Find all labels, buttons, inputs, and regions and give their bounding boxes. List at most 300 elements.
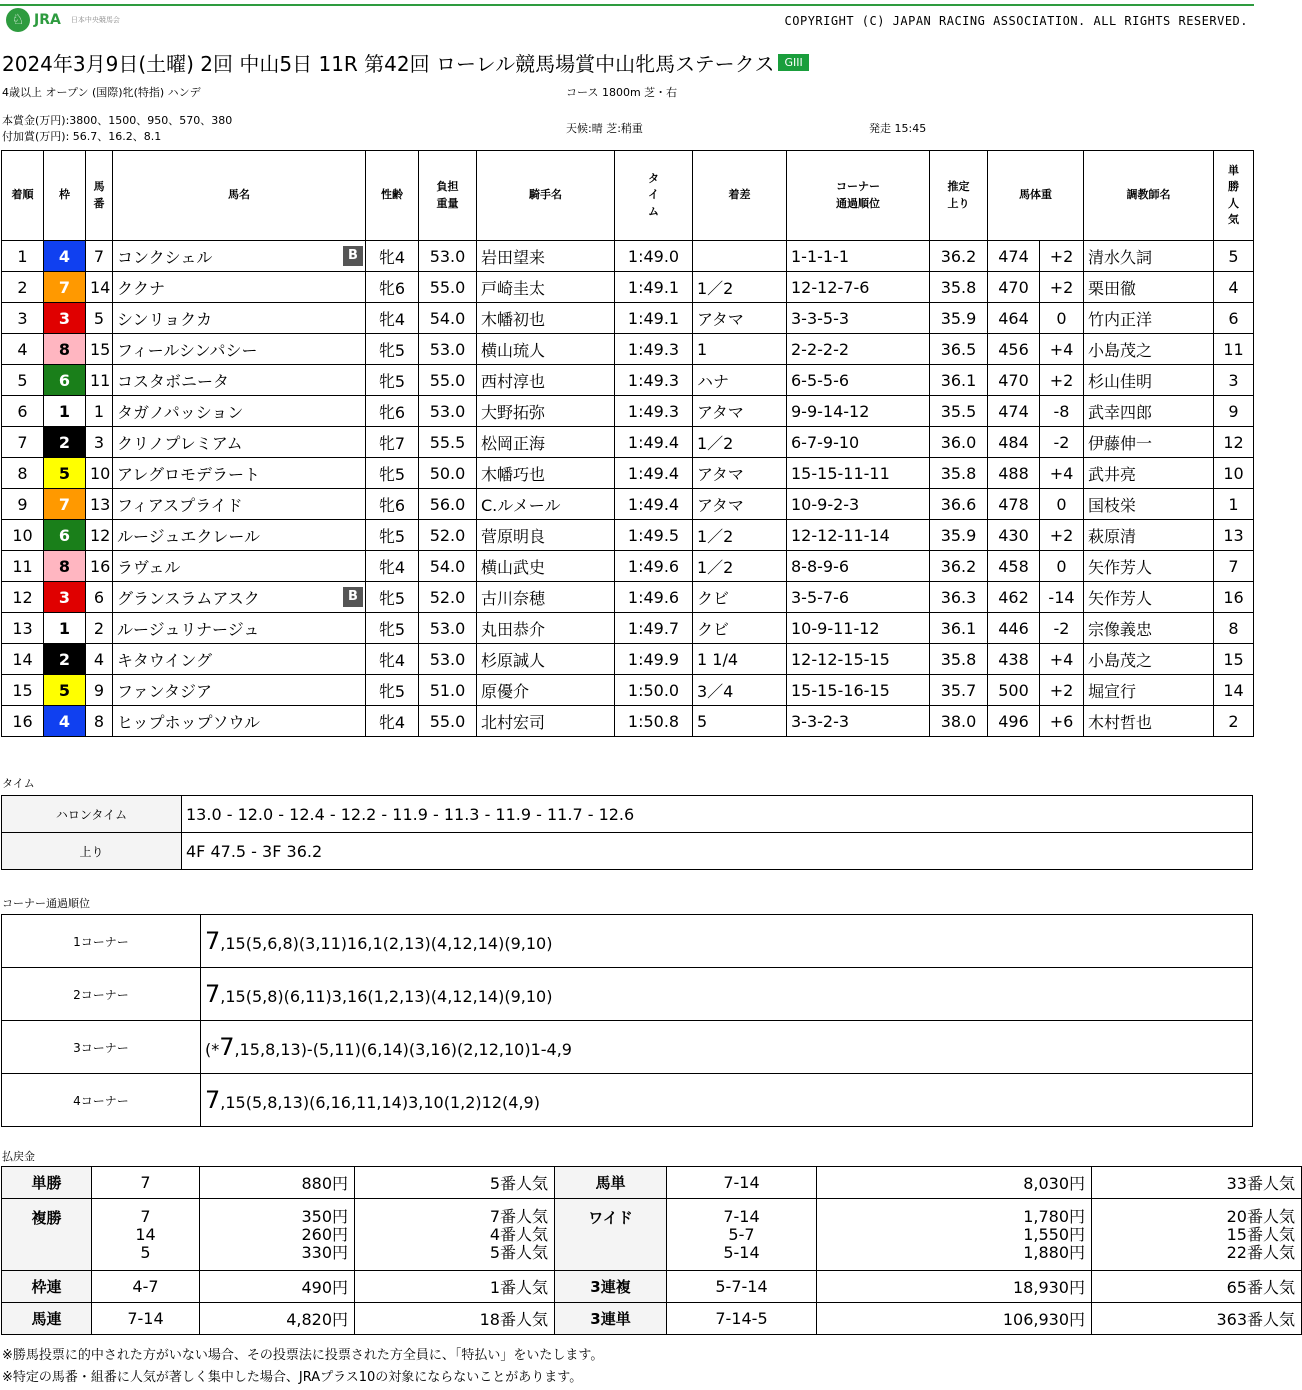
time-cell: 1:49.6 xyxy=(615,582,693,613)
umaren-pop: 18番人気 xyxy=(355,1303,555,1335)
trainer-cell xyxy=(1084,551,1214,582)
trainer-name-link[interactable]: 竹内正洋 xyxy=(1088,309,1153,329)
horse-name-link[interactable]: ククナ xyxy=(117,278,166,298)
umatan-pop: 33番人気 xyxy=(1092,1167,1302,1199)
corners-cell: 10-9-2-3 xyxy=(787,489,930,520)
trainer-cell xyxy=(1084,520,1214,551)
jockey-name-link[interactable]: 丸田恭介 xyxy=(481,619,546,639)
trainer-name-link[interactable]: 木村哲也 xyxy=(1088,712,1153,732)
trainer-name-link[interactable]: 武井亮 xyxy=(1088,464,1137,484)
weight-diff-cell: 0 xyxy=(1040,489,1084,520)
time-cell: 1:49.7 xyxy=(615,613,693,644)
time-cell: 1:49.4 xyxy=(615,427,693,458)
additional-prize: 付加賞(万円): 56.7、16.2、8.1 xyxy=(2,130,162,143)
horse-name-cell xyxy=(113,644,366,675)
jockey-name-link[interactable]: 岩田望来 xyxy=(481,247,546,267)
jockey-cell xyxy=(477,675,615,706)
horse-number-cell: 13 xyxy=(86,489,113,520)
jockey-name-link[interactable]: 木幡初也 xyxy=(481,309,546,329)
wakuren-pop: 1番人気 xyxy=(355,1271,555,1303)
trainer-name-link[interactable]: 堀宣行 xyxy=(1088,681,1137,701)
wide-amount-3: 1,880円 xyxy=(1023,1242,1085,1262)
table-row xyxy=(2,458,1254,489)
table-row xyxy=(2,365,1254,396)
rank-cell: 6 xyxy=(2,396,44,427)
weight-diff-cell: +2 xyxy=(1040,675,1084,706)
h-time-line-0: タ xyxy=(648,171,659,185)
h-last3f-line-1: 上り xyxy=(947,196,970,210)
margin-cell: ハナ xyxy=(693,365,787,396)
margin-cell: 1／2 xyxy=(693,427,787,458)
trainer-name-link[interactable]: 矢作芳人 xyxy=(1088,588,1153,608)
jockey-name-link[interactable]: 大野拓弥 xyxy=(481,402,546,422)
margin-cell: アタマ xyxy=(693,396,787,427)
col-bodyweight: 馬体重 xyxy=(988,151,1084,241)
corner-order-leader: 7 xyxy=(205,927,221,955)
table-row xyxy=(2,272,1254,303)
wakuren-combo: 4-7 xyxy=(92,1271,200,1303)
jockey-cell xyxy=(477,272,615,303)
sex-age-cell: 牝6 xyxy=(366,396,419,427)
times-section-title: タイム xyxy=(2,777,35,790)
weight-diff-cell: +2 xyxy=(1040,272,1084,303)
carried-weight-cell: 55.0 xyxy=(419,706,477,737)
popularity-cell: 3 xyxy=(1214,365,1254,396)
carried-weight-cell: 53.0 xyxy=(419,396,477,427)
weather-track: 天候:晴 芝:稍重 xyxy=(566,122,643,135)
jockey-cell xyxy=(477,613,615,644)
carried-weight-cell: 52.0 xyxy=(419,582,477,613)
corners-cell: 9-9-14-12 xyxy=(787,396,930,427)
weight-diff-cell: +2 xyxy=(1040,365,1084,396)
horse-name-link[interactable]: コンクシェル xyxy=(117,247,213,267)
time-cell: 1:49.3 xyxy=(615,365,693,396)
payout-row-2 xyxy=(2,1199,1302,1271)
table-row xyxy=(2,334,1254,365)
horse-name-cell xyxy=(113,675,366,706)
lap-label: ハロンタイム xyxy=(2,796,182,833)
jockey-name-link[interactable]: 横山武史 xyxy=(481,557,546,577)
table-row xyxy=(2,613,1254,644)
jockey-name-link[interactable]: 戸崎圭太 xyxy=(481,278,546,298)
jockey-name-link[interactable]: 横山琉人 xyxy=(481,340,546,360)
weight-diff-cell: +4 xyxy=(1040,458,1084,489)
horse-number-cell: 2 xyxy=(86,613,113,644)
carried-weight-cell: 53.0 xyxy=(419,241,477,272)
waku-cell: 5 xyxy=(44,458,86,489)
weight-diff-cell: +4 xyxy=(1040,334,1084,365)
horse-number-cell: 14 xyxy=(86,272,113,303)
table-row xyxy=(2,303,1254,334)
jockey-name-link[interactable]: 杉原誠人 xyxy=(481,650,546,670)
carried-weight-cell: 54.0 xyxy=(419,551,477,582)
h-num-line-1: 番 xyxy=(93,196,105,210)
sex-age-cell: 牝5 xyxy=(366,520,419,551)
sanrentan-pop: 363番人気 xyxy=(1092,1303,1302,1335)
umatan-label: 馬単 xyxy=(555,1167,667,1199)
wakuren-label: 枠連 xyxy=(2,1271,92,1303)
jockey-cell xyxy=(477,365,615,396)
col-last3f-label xyxy=(932,179,985,212)
body-weight-cell: 474 xyxy=(988,241,1040,272)
margin-cell: アタマ xyxy=(693,489,787,520)
fukusho-label: 複勝 xyxy=(2,1199,92,1271)
horse-number-cell: 5 xyxy=(86,303,113,334)
carried-weight-cell: 53.0 xyxy=(419,644,477,675)
wide-combos xyxy=(667,1199,817,1271)
table-row xyxy=(2,396,1254,427)
logo-text: JRA xyxy=(34,12,61,28)
top-rule xyxy=(0,4,1254,6)
sex-age-cell: 牝5 xyxy=(366,458,419,489)
weight-diff-cell: +4 xyxy=(1040,644,1084,675)
horse-number-cell: 8 xyxy=(86,706,113,737)
weight-diff-cell: 0 xyxy=(1040,551,1084,582)
time-cell: 1:50.8 xyxy=(615,706,693,737)
race-conditions: 4歳以上 オープン (国際)牝(特指) ハンデ xyxy=(2,86,201,99)
trainer-name-link[interactable]: 小島茂之 xyxy=(1088,340,1153,360)
trainer-name-link[interactable]: 国枝栄 xyxy=(1088,495,1137,515)
horse-name-link[interactable]: ルージュエクレール xyxy=(117,526,261,546)
agari-row xyxy=(2,833,1253,870)
horse-number-cell: 15 xyxy=(86,334,113,365)
time-cell: 1:49.3 xyxy=(615,334,693,365)
horse-name-link[interactable]: コスタボニータ xyxy=(117,371,230,391)
weight-diff-cell: -8 xyxy=(1040,396,1084,427)
corners-cell: 10-9-11-12 xyxy=(787,613,930,644)
rank-cell: 2 xyxy=(2,272,44,303)
tansho-amount: 880円 xyxy=(200,1167,355,1199)
wide-amount-1: 1,780円 xyxy=(1023,1206,1085,1226)
last3f-cell: 36.1 xyxy=(930,365,988,396)
col-num xyxy=(86,151,113,241)
body-weight-cell: 464 xyxy=(988,303,1040,334)
last3f-cell: 36.2 xyxy=(930,551,988,582)
body-weight-cell: 500 xyxy=(988,675,1040,706)
corner-order xyxy=(201,968,1253,1021)
payout-table xyxy=(1,1166,1302,1335)
payout-row-4 xyxy=(2,1303,1302,1335)
horse-name-cell xyxy=(113,458,366,489)
blinker-icon: B xyxy=(343,587,363,607)
horse-name-link[interactable]: シンリョクカ xyxy=(117,309,213,329)
table-row xyxy=(2,241,1254,272)
agari-label: 上り xyxy=(2,833,182,870)
popularity-cell: 1 xyxy=(1214,489,1254,520)
weight-diff-cell: 0 xyxy=(1040,303,1084,334)
horse-name-cell xyxy=(113,706,366,737)
margin-cell xyxy=(693,241,787,272)
jockey-name-link[interactable]: 西村淳也 xyxy=(481,371,546,391)
table-row xyxy=(2,706,1254,737)
note-2: ※特定の馬番・組番に人気が著しく集中した場合、JRAプラス10の対象にならないことがあります。 xyxy=(2,1370,583,1385)
horse-number-cell: 11 xyxy=(86,365,113,396)
jockey-name-link[interactable]: 木幡巧也 xyxy=(481,464,546,484)
horse-name-link[interactable]: キタウイング xyxy=(117,650,213,670)
popularity-cell: 10 xyxy=(1214,458,1254,489)
jockey-cell xyxy=(477,334,615,365)
corner-label: 4コーナー xyxy=(2,1074,201,1127)
waku-cell: 1 xyxy=(44,396,86,427)
jockey-name-link[interactable]: 松岡正海 xyxy=(481,433,546,453)
carried-weight-cell: 53.0 xyxy=(419,334,477,365)
trainer-cell xyxy=(1084,365,1214,396)
col-weight xyxy=(419,151,477,241)
carried-weight-cell: 55.5 xyxy=(419,427,477,458)
sex-age-cell: 牝7 xyxy=(366,427,419,458)
corner-row xyxy=(2,968,1253,1021)
jockey-cell xyxy=(477,303,615,334)
corners-cell: 3-5-7-6 xyxy=(787,582,930,613)
note-1: ※勝馬投票に的中された方がいない場合、その投票法に投票された方全員に、「特払い」をいたします。 xyxy=(2,1348,604,1363)
waku-cell: 4 xyxy=(44,706,86,737)
last3f-cell: 36.3 xyxy=(930,582,988,613)
jockey-cell xyxy=(477,489,615,520)
copyright-notice: COPYRIGHT (C) JAPAN RACING ASSOCIATION. ALL RIGHTS RESERVED. xyxy=(784,14,1248,28)
lap-row xyxy=(2,796,1253,833)
race-title xyxy=(2,48,809,77)
horse-number-cell: 12 xyxy=(86,520,113,551)
waku-cell: 8 xyxy=(44,551,86,582)
corner-label: 3コーナー xyxy=(2,1021,201,1074)
h-time-line-1: イ xyxy=(648,188,659,202)
sex-age-cell: 牝5 xyxy=(366,334,419,365)
last3f-cell: 36.2 xyxy=(930,241,988,272)
jockey-name-link[interactable]: 古川奈穂 xyxy=(481,588,546,608)
trainer-name-link[interactable]: 武幸四郎 xyxy=(1088,402,1153,422)
popularity-cell: 12 xyxy=(1214,427,1254,458)
waku-cell: 5 xyxy=(44,675,86,706)
rank-cell: 4 xyxy=(2,334,44,365)
jockey-cell xyxy=(477,582,615,613)
trainer-cell xyxy=(1084,489,1214,520)
trainer-cell xyxy=(1084,706,1214,737)
weight-diff-cell: -2 xyxy=(1040,613,1084,644)
horse-number-cell: 4 xyxy=(86,644,113,675)
margin-cell: 1 xyxy=(693,334,787,365)
horse-name-link[interactable]: タガノパッション xyxy=(117,402,244,422)
trainer-cell xyxy=(1084,303,1214,334)
h-corners-line-1: 通過順位 xyxy=(836,196,880,210)
col-rank: 着順 xyxy=(2,151,44,241)
trainer-name-link[interactable]: 宗像義忠 xyxy=(1088,619,1153,639)
popularity-cell: 15 xyxy=(1214,644,1254,675)
rank-cell: 11 xyxy=(2,551,44,582)
horse-name-link[interactable]: クリノプレミアム xyxy=(117,433,243,453)
wide-combo-3: 5-14 xyxy=(723,1242,760,1262)
waku-cell: 7 xyxy=(44,272,86,303)
sanrentan-amount: 106,930円 xyxy=(817,1303,1092,1335)
sex-age-cell: 牝4 xyxy=(366,644,419,675)
trainer-name-link[interactable]: 萩原清 xyxy=(1088,526,1137,546)
col-pop-label xyxy=(1216,163,1251,229)
fukusho-combo-3: 5 xyxy=(140,1242,151,1262)
horse-name-link[interactable]: ラヴェル xyxy=(117,557,181,577)
time-cell: 1:49.5 xyxy=(615,520,693,551)
trainer-name-link[interactable]: 杉山佳明 xyxy=(1088,371,1153,391)
trainer-name-link[interactable]: 矢作芳人 xyxy=(1088,557,1153,577)
margin-cell: クビ xyxy=(693,613,787,644)
last3f-cell: 35.8 xyxy=(930,272,988,303)
h-weight-line-0: 負担 xyxy=(436,180,459,193)
corners-cell: 8-8-9-6 xyxy=(787,551,930,582)
body-weight-cell: 456 xyxy=(988,334,1040,365)
jockey-cell xyxy=(477,644,615,675)
body-weight-cell: 462 xyxy=(988,582,1040,613)
horse-name-link[interactable]: ヒップホップソウル xyxy=(117,712,261,732)
tansho-combo: 7 xyxy=(92,1167,200,1199)
h-pop-line-0: 単 xyxy=(1228,163,1239,177)
horse-name-cell xyxy=(113,365,366,396)
trainer-cell xyxy=(1084,582,1214,613)
table-row xyxy=(2,582,1254,613)
horse-name-link[interactable]: グランスラムアスク xyxy=(117,588,260,608)
corners-table xyxy=(1,914,1253,1127)
corner-label: 1コーナー xyxy=(2,915,201,968)
carried-weight-cell: 56.0 xyxy=(419,489,477,520)
jockey-name-link[interactable]: C.ルメール xyxy=(481,495,561,515)
popularity-cell: 5 xyxy=(1214,241,1254,272)
corner-order-rest: ,15(5,8,13)(6,16,11,14)3,10(1,2)12(4,9) xyxy=(220,1093,540,1112)
corner-row xyxy=(2,1074,1253,1127)
col-weight-label xyxy=(421,179,474,212)
fukusho-combos xyxy=(92,1199,200,1271)
time-cell: 1:49.1 xyxy=(615,303,693,334)
horse-name-link[interactable]: アレグロモデラート xyxy=(117,464,261,484)
sex-age-cell: 牝5 xyxy=(366,675,419,706)
payout-row-3 xyxy=(2,1271,1302,1303)
last3f-cell: 35.9 xyxy=(930,520,988,551)
sanrentan-combo: 7-14-5 xyxy=(667,1303,817,1335)
carried-weight-cell: 51.0 xyxy=(419,675,477,706)
jockey-name-link[interactable]: 北村宏司 xyxy=(481,712,546,732)
horse-number-cell: 7 xyxy=(86,241,113,272)
col-pop xyxy=(1214,151,1254,241)
start-time: 発走 15:45 xyxy=(869,122,927,135)
last3f-cell: 36.1 xyxy=(930,613,988,644)
carried-weight-cell: 50.0 xyxy=(419,458,477,489)
umatan-amount: 8,030円 xyxy=(817,1167,1092,1199)
corner-label: 2コーナー xyxy=(2,968,201,1021)
jockey-cell xyxy=(477,427,615,458)
table-row xyxy=(2,551,1254,582)
fukusho-combo-1: 7 xyxy=(140,1206,151,1226)
wide-pop-1: 20番人気 xyxy=(1226,1206,1295,1226)
sex-age-cell: 牝6 xyxy=(366,489,419,520)
lap-values: 13.0 - 12.0 - 12.4 - 12.2 - 11.9 - 11.3 - 11.9 - 11.7 - 12.6 xyxy=(182,796,1253,833)
race-title-text: 2024年3月9日(土曜) 2回 中山5日 11R 第42回 ローレル競馬場賞中山牝馬ステークス xyxy=(2,52,775,76)
wide-combo-1: 7-14 xyxy=(723,1206,760,1226)
body-weight-cell: 478 xyxy=(988,489,1040,520)
grade-badge: GIII xyxy=(778,54,808,71)
trainer-name-link[interactable]: 小島茂之 xyxy=(1088,650,1153,670)
sex-age-cell: 牝4 xyxy=(366,241,419,272)
corners-cell: 6-5-5-6 xyxy=(787,365,930,396)
corner-row xyxy=(2,915,1253,968)
body-weight-cell: 474 xyxy=(988,396,1040,427)
col-name: 馬名 xyxy=(113,151,366,241)
h-weight-line-1: 重量 xyxy=(436,196,459,210)
margin-cell: 1／2 xyxy=(693,520,787,551)
table-row xyxy=(2,520,1254,551)
horse-number-cell: 16 xyxy=(86,551,113,582)
time-cell: 1:49.1 xyxy=(615,272,693,303)
horse-name-link[interactable]: ファンタジア xyxy=(117,681,213,701)
popularity-cell: 11 xyxy=(1214,334,1254,365)
popularity-cell: 16 xyxy=(1214,582,1254,613)
corners-body xyxy=(2,915,1253,1127)
corners-cell: 15-15-16-15 xyxy=(787,675,930,706)
horse-name-cell xyxy=(113,613,366,644)
payout-row-1 xyxy=(2,1167,1302,1199)
waku-cell: 3 xyxy=(44,303,86,334)
last3f-cell: 35.8 xyxy=(930,458,988,489)
horse-name-link[interactable]: フィールシンパシー xyxy=(117,340,258,360)
corner-order-rest: ,15(5,6,8)(3,11)16,1(2,13)(4,12,14)(9,10) xyxy=(220,934,553,953)
jockey-cell xyxy=(477,706,615,737)
horse-number-cell: 9 xyxy=(86,675,113,706)
horse-name-link[interactable]: フィアスプライド xyxy=(117,495,243,515)
jockey-name-link[interactable]: 菅原明良 xyxy=(481,526,546,546)
col-margin: 着差 xyxy=(693,151,787,241)
horse-name-cell xyxy=(113,582,366,613)
weight-diff-cell: +2 xyxy=(1040,520,1084,551)
carried-weight-cell: 52.0 xyxy=(419,520,477,551)
h-corners-line-0: コーナー xyxy=(836,180,880,193)
last3f-cell: 36.0 xyxy=(930,427,988,458)
horse-name-link[interactable]: ルージュリナージュ xyxy=(117,619,260,639)
h-pop-line-1: 勝 xyxy=(1228,180,1239,193)
corners-cell: 15-15-11-11 xyxy=(787,458,930,489)
col-trainer: 調教師名 xyxy=(1084,151,1214,241)
race-course: コース 1800m 芝・右 xyxy=(566,86,678,99)
jockey-name-link[interactable]: 原優介 xyxy=(481,681,530,701)
trainer-name-link[interactable]: 栗田徹 xyxy=(1088,278,1137,298)
carried-weight-cell: 55.0 xyxy=(419,272,477,303)
waku-cell: 7 xyxy=(44,489,86,520)
corner-order-rest: ,15(5,8)(6,11)3,16(1,2,13)(4,12,14)(9,10) xyxy=(220,987,553,1006)
wakuren-amount: 490円 xyxy=(200,1271,355,1303)
col-corners xyxy=(787,151,930,241)
time-cell: 1:50.0 xyxy=(615,675,693,706)
corner-order xyxy=(201,915,1253,968)
rank-cell: 16 xyxy=(2,706,44,737)
blinker-icon: B xyxy=(343,246,363,266)
waku-cell: 1 xyxy=(44,613,86,644)
wide-amount-2: 1,550円 xyxy=(1023,1224,1085,1244)
h-num-line-0: 馬 xyxy=(93,180,105,193)
tansho-pop: 5番人気 xyxy=(355,1167,555,1199)
col-corners-label xyxy=(789,179,927,212)
time-cell: 1:49.4 xyxy=(615,458,693,489)
trainer-name-link[interactable]: 伊藤伸一 xyxy=(1088,433,1153,453)
rank-cell: 10 xyxy=(2,520,44,551)
popularity-cell: 4 xyxy=(1214,272,1254,303)
body-weight-cell: 484 xyxy=(988,427,1040,458)
fukusho-pops xyxy=(355,1199,555,1271)
waku-cell: 6 xyxy=(44,520,86,551)
umaren-amount: 4,820円 xyxy=(200,1303,355,1335)
carried-weight-cell: 53.0 xyxy=(419,613,477,644)
col-sexage: 性齢 xyxy=(366,151,419,241)
jra-horse-icon: ♘ xyxy=(6,8,30,32)
rank-cell: 12 xyxy=(2,582,44,613)
corners-cell: 2-2-2-2 xyxy=(787,334,930,365)
trainer-name-link[interactable]: 清水久詞 xyxy=(1088,247,1153,267)
rank-cell: 9 xyxy=(2,489,44,520)
waku-cell: 2 xyxy=(44,427,86,458)
last3f-cell: 35.9 xyxy=(930,303,988,334)
